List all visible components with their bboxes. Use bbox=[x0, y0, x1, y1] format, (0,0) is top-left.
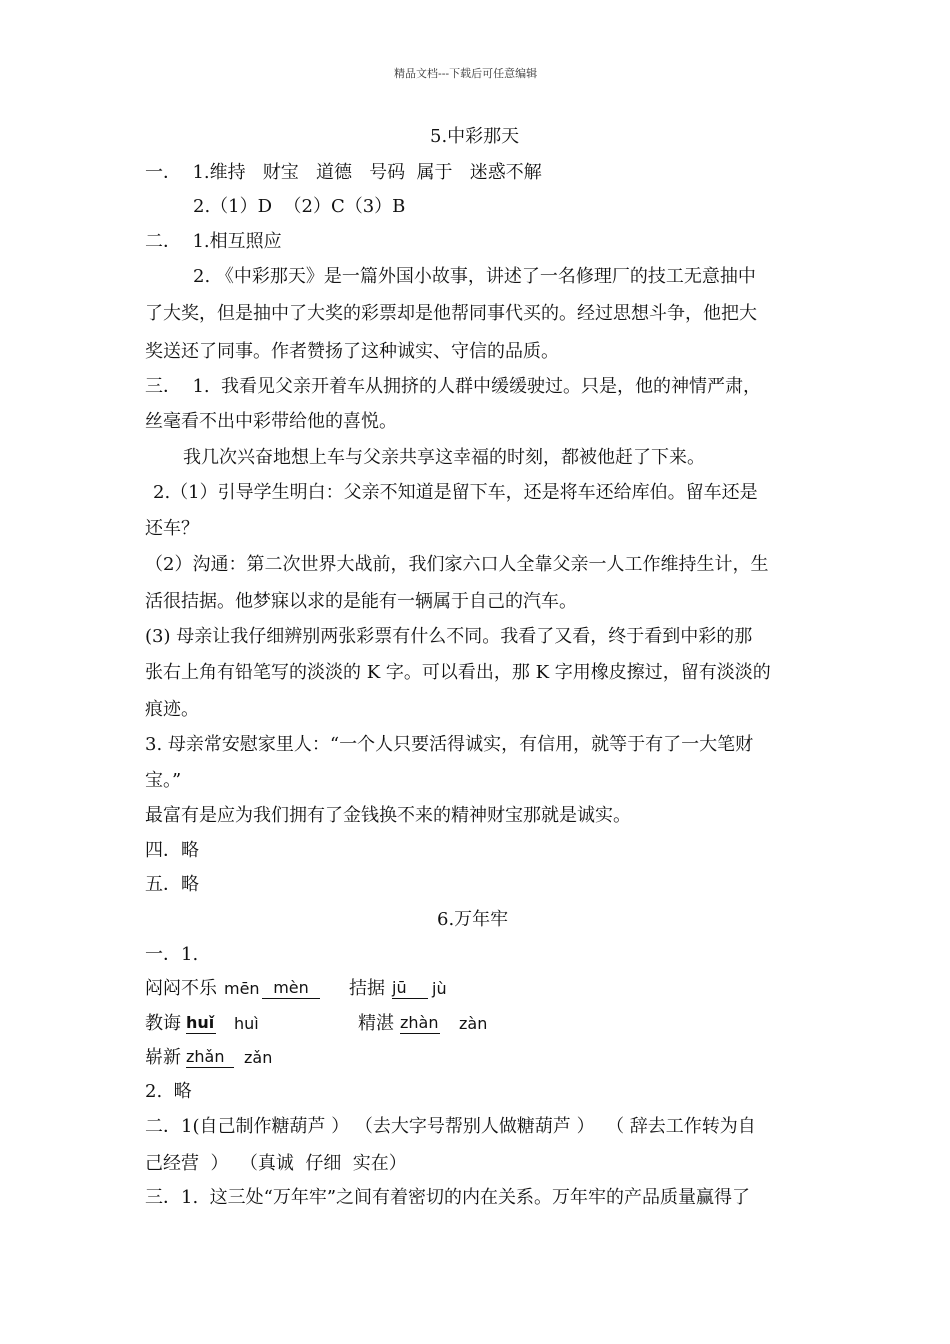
pinyin-word-jiaohui: 教诲 bbox=[145, 1013, 181, 1034]
s5-line-5: 了大奖，但是抽中了大奖的彩票却是他帮同事代买的。经过思想斗争，他把大 bbox=[145, 303, 757, 324]
section-6-title: 6.万年牢 bbox=[437, 909, 509, 930]
section-5-title: 5.中彩那天 bbox=[430, 126, 520, 147]
pinyin-answer-blank bbox=[186, 1013, 216, 1034]
pinyin-option-a: mēn bbox=[224, 979, 260, 998]
s5-line-1: 一． 1.维持 财宝 道德 号码 属于 迷惑不解 bbox=[145, 162, 542, 183]
pinyin-word-jingzhan: 精湛 bbox=[358, 1013, 394, 1034]
pinyin-option-a: zhǎn bbox=[186, 1047, 225, 1066]
pinyin-option-a: zhàn bbox=[400, 1013, 439, 1032]
pinyin-word-menmen: 闷闷不乐 bbox=[145, 978, 217, 999]
pinyin-option-b: jù bbox=[432, 979, 447, 998]
pinyin-word-zhanxin: 崭新 bbox=[145, 1047, 181, 1068]
s5-line-18: 宝。” bbox=[145, 770, 182, 791]
s6-line-2: 2. 略 bbox=[145, 1081, 192, 1102]
s5-line-9: 我几次兴奋地想上车与父亲共享这幸福的时刻，都被他赶了下来。 bbox=[183, 447, 705, 468]
s5-line-16: 痕迹。 bbox=[145, 699, 199, 720]
s5-line-6: 奖送还了同事。作者赞扬了这种诚实、守信的品质。 bbox=[145, 341, 559, 362]
pinyin-answer-blank bbox=[392, 978, 428, 999]
s5-line-20: 四．略 bbox=[145, 840, 199, 861]
s6-line-5: 三．1. 这三处“万年牢”之间有着密切的内在关系。万年牢的产品质量赢得了 bbox=[145, 1187, 751, 1208]
pinyin-option-b: zàn bbox=[459, 1014, 488, 1033]
pinyin-option-a: huǐ bbox=[186, 1013, 215, 1032]
pinyin-answer-blank bbox=[262, 978, 320, 999]
pinyin-option-b: huì bbox=[234, 1014, 259, 1033]
s5-line-17: 3. 母亲常安慰家里人：“一个人只要活得诚实，有信用，就等于有了一大笔财 bbox=[145, 734, 754, 755]
s5-line-7: 三． 1. 我看见父亲开着车从拥挤的人群中缓缓驶过。只是，他的神情严肃， bbox=[145, 376, 762, 397]
pinyin-option-b: mèn bbox=[273, 978, 309, 997]
s5-line-13: 活很拮据。他梦寐以求的是能有一辆属于自己的汽车。 bbox=[145, 591, 577, 612]
s5-line-15: 张右上角有铅笔写的淡淡的 K 字。可以看出，那 K 字用橡皮擦过，留有淡淡的 bbox=[145, 662, 771, 683]
s5-line-14: (3) 母亲让我仔细辨别两张彩票有什么不同。我看了又看，终于看到中彩的那 bbox=[145, 626, 753, 647]
page-header: 精品文档---下载后可任意编辑 bbox=[394, 67, 538, 80]
pinyin-option-b: zǎn bbox=[244, 1048, 273, 1067]
s5-line-21: 五．略 bbox=[145, 874, 199, 895]
s5-line-12: （2）沟通：第二次世界大战前，我们家六口人全靠父亲一人工作维持生计，生 bbox=[145, 554, 769, 575]
s5-line-3: 二． 1.相互照应 bbox=[145, 231, 282, 252]
s6-line-1: 一．1. bbox=[145, 944, 199, 965]
pinyin-word-jieju: 拮据 bbox=[349, 978, 385, 999]
s5-line-2: 2.（1）D （2）C（3）B bbox=[193, 196, 406, 217]
s5-line-8: 丝毫看不出中彩带给他的喜悦。 bbox=[145, 411, 397, 432]
s5-line-4: 2. 《中彩那天》是一篇外国小故事，讲述了一名修理厂的技工无意抽中 bbox=[193, 266, 756, 287]
pinyin-answer-blank bbox=[186, 1047, 234, 1068]
s5-line-10: 2.（1）引导学生明白：父亲不知道是留下车，还是将车还给库伯。留车还是 bbox=[153, 482, 758, 503]
s6-line-4: 己经营 ） （真诚 仔细 实在） bbox=[145, 1153, 407, 1174]
s6-line-3: 二．1(自己制作糖葫芦 ） （去大字号帮别人做糖葫芦 ） （ 辞去工作转为自 bbox=[145, 1116, 756, 1137]
s5-line-11: 还车？ bbox=[145, 518, 199, 539]
pinyin-answer-blank bbox=[400, 1013, 440, 1034]
s5-line-19: 最富有是应为我们拥有了金钱换不来的精神财宝那就是诚实。 bbox=[145, 805, 631, 826]
pinyin-option-a: jū bbox=[392, 978, 407, 997]
